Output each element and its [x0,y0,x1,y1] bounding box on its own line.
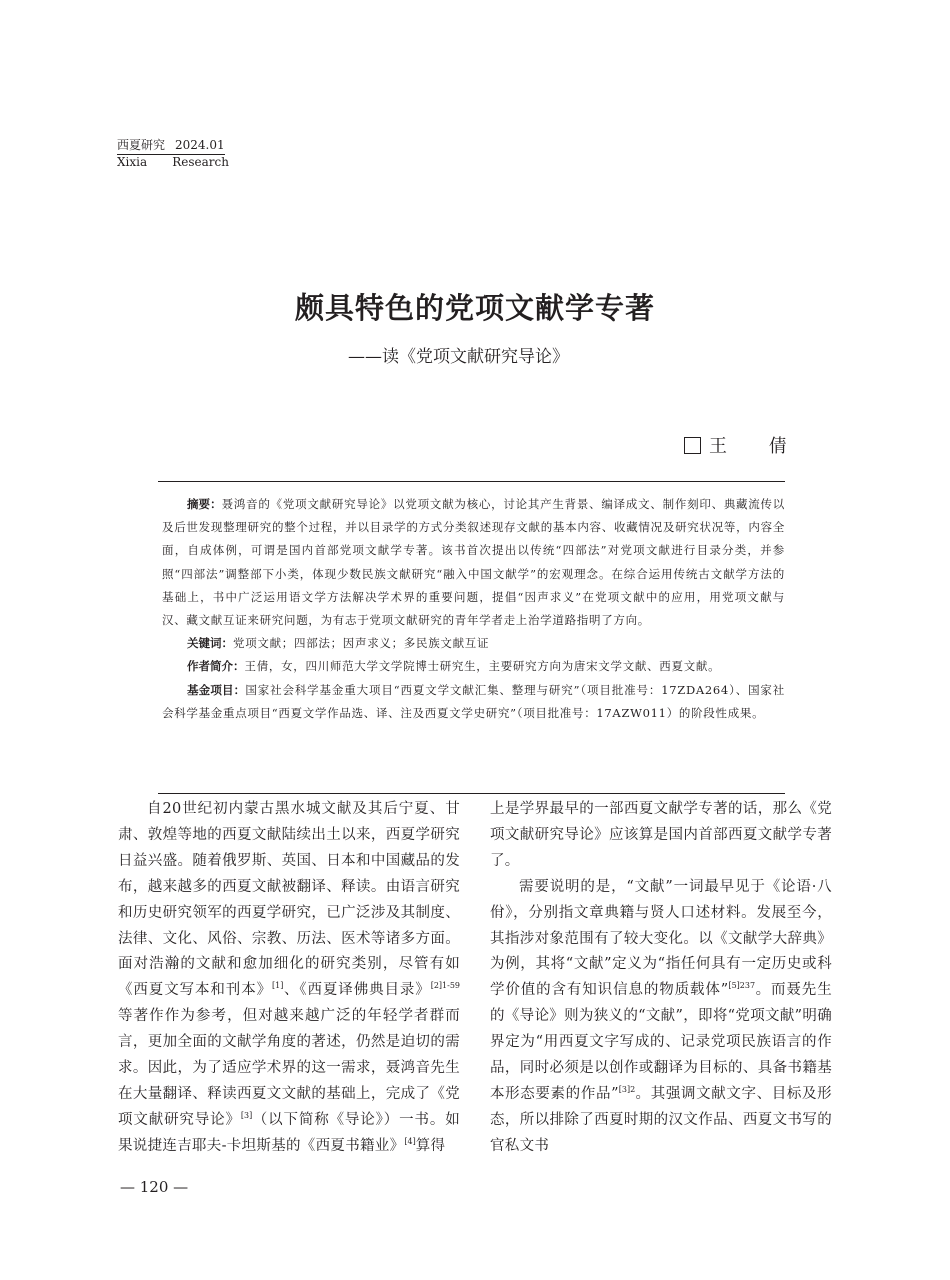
body-text: 自20世纪初内蒙古黑水城文献及其后宁夏、甘肃、敦煌等地的西夏文献陆续出土以来，西夏学研究日益兴盛。随着俄罗斯、英国、日本和中国藏品的发布，越来越多的西夏文献被翻译、释读。由语言研究和历史研究领军的西夏学研究，已广泛涉及其制度、法律、文化、风俗、宗教、历法、医术等诸多方面。面对浩瀚的文献和愈加细化的研究类别，尽管有如《西夏文写本和刊本》 [118,801,460,999]
author-bio-paragraph [162,655,785,678]
keywords-text: 党项文献；四部法；因声求义；多民族文献互证 [233,636,490,651]
body-text: 。而聂先生的《导论》则为狭义的“文献”，即将“党项文献”明确界定为“用西夏文字写成的、记录党项民族语言的作品，同时必须是以创作或翻译为目标的、具备书籍基本形态要素的作品” [490,982,832,1102]
abstract-paragraph [162,493,785,632]
abstract-label: 摘要： [187,497,222,511]
keywords-label: 关键词： [187,636,233,651]
body-column-left [118,797,460,1160]
abstract-top-rule [158,481,785,482]
journal-english [117,155,229,170]
article-title: 颇具特色的党项文献学专著 [294,291,655,325]
fund-label: 基金项目： [187,682,246,697]
running-head [117,138,229,170]
citation: [3]2 [618,1084,636,1094]
square-bullet-icon [684,437,701,454]
journal-name: 西夏研究 [117,138,166,152]
body-text: 。其强调文献文字、目标及形态，所以排除了西夏时期的汉文作品、西夏文书写的官私文书 [490,1085,832,1154]
body-text: 、《西夏译佛典目录》 [283,982,431,999]
citation: [4] [404,1136,416,1146]
abstract-block [162,493,785,725]
body-text: 需要说明的是，“文献”一词最早见于《论语·八佾》，分别指文章典籍与贤人口述材料。发展至今，其指涉对象范围有了较大变化。以《文献学大辞典》为例，其将“文献”定义为“指任何具有一定历史或科学价值的含有知识信息的物质载体” [490,878,832,999]
body-text: （以下简称《导论》）一书。如果说捷连吉耶夫-卡坦斯基的《西夏书籍业》 [118,1111,460,1154]
journal-english-word-1: Xixia [117,155,148,169]
journal-line [117,138,225,155]
article-subtitle: ——读《党项文献研究导论》 [348,347,569,367]
body-paragraph-1-continued [490,797,832,875]
author-line [684,432,805,458]
citation: [1] [272,981,284,991]
body-text: 等著作作为参考，但对越来越广泛的年轻学者群而言，更加全面的文献学角度的著述，仍然是迫切的需求。因此，为了适应学术界的这一需求，聂鸿音先生在大量翻译、释读西夏文文献的基础上，完成了《党项文献研究导论》 [118,1008,460,1128]
body-paragraph-2 [490,875,832,1160]
journal-issue: 2024.01 [175,138,225,152]
body-text: 上是学界最早的一部西夏文献学专著的话，那么《党项文献研究导论》应该算是国内首部西夏文献学专著了。 [490,801,832,869]
body-column-right [490,797,832,1160]
fund-text: 国家社会科学基金重大项目“西夏文学文献汇集、整理与研究”（项目批准号：17ZDA264）、国家社会科学基金重点项目“西夏文学作品选、译、注及西夏文学史研究”（项目批准号：17AZW011）的阶段性成果。 [162,682,786,720]
author-bio-label: 作者简介： [187,659,245,674]
abstract-bottom-rule [158,793,785,794]
abstract-text: 聂鸿音的《党项文献研究导论》以党项文献为核心，讨论其产生背景、编译成文、制作刻印、典藏流传以及后世发现整理研究的整个过程，并以目录学的方式分类叙述现存文献的基本内容、收藏情况及研究状况等，内容全面，自成体例，可谓是国内首部党项文献学专著。该书首次提出以传统“四部法”对党项文献进行目录分类，并参照“四部法”调整部下小类，体现少数民族文献研究“融入中国文献学”的宏观理念。在综合运用传统古文献学方法的基础上，书中广泛运用语文学方法解决学术界的重要问题，提倡“因声求义”在党项文献中的应用，用党项文献与汉、藏文献互证来研究问题，为有志于党项文献研究的青年学者走上治学道路指明了方向。 [162,497,786,628]
keywords-paragraph [162,632,785,655]
body-paragraph-1 [118,797,460,1160]
citation: [2]1-59 [430,981,461,991]
author-bio-text: 王倩，女，四川师范大学文学院博士研究生，主要研究方向为唐宋文学文献、西夏文献。 [244,659,721,674]
author-name: 王 倩 [709,436,805,457]
citation: [5]237 [728,981,756,991]
citation: [3] [240,1110,253,1120]
journal-english-word-2: Research [172,155,229,169]
page-number: — 120 — [120,1178,189,1196]
body-text: 算得 [415,1137,446,1154]
fund-paragraph [162,679,785,725]
